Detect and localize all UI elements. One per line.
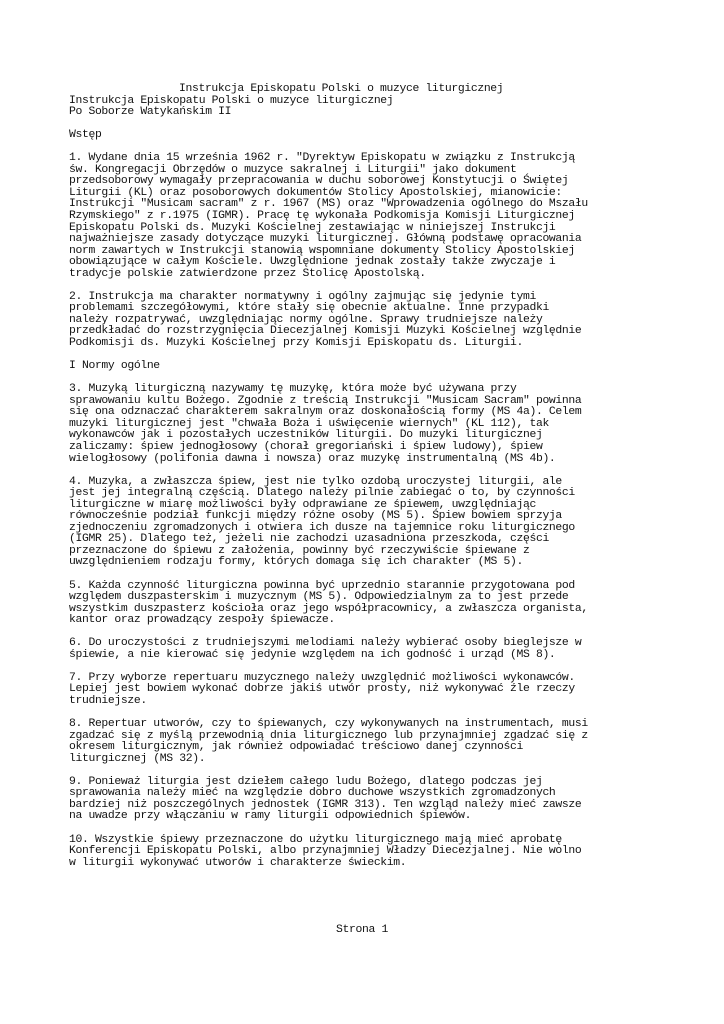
paragraph-line: na uwadze przy włączaniu w ramy liturgii odpowiednich śpiewów. [69, 810, 472, 823]
paragraph-5 [69, 581, 669, 627]
paragraph-line: 5. Każda czynność liturgiczna powinna być uprzednio starannie przygotowana pod [69, 579, 575, 592]
paragraph-line: Konferencji Episkopatu Polski, albo przynajmniej Władzy Diecezjalnej. Nie wolno [69, 845, 582, 858]
paragraph-line: (IGMR 25). Dlatego też, jeżeli nie zachodzi uzasadniona przeszkoda, części [69, 533, 549, 546]
paragraph-line: śpiewie, a nie kierować się jedynie względem na ich godność i urząd (MS 8). [69, 648, 556, 661]
paragraph-line: jest jej integralną częścią. Dlatego należy pilnie zabiegać o to, by czynności [69, 487, 575, 500]
paragraph-line: przedkładać do rozstrzygnięcia Diecezjalnej Komisji Muzyki Kościelnej względnie [69, 325, 582, 338]
paragraph-line: zjednoczeniu zgromadzonych i otwiera ich dusze na tajemnice roku liturgicznego [69, 521, 575, 534]
page-number: Strona 1 [336, 924, 388, 936]
paragraph-8 [69, 719, 669, 765]
paragraph-line: kantor oraz prowadzący zespoły śpiewacze. [69, 614, 335, 627]
paragraph-line: wszystkim duszpasterz kościoła oraz jego współpracownicy, a zwłaszcza organista, [69, 602, 588, 615]
paragraph-line: Episkopatu Polski ds. Muzyki Kościelnej zestawiając w niniejszej Instrukcji [69, 221, 556, 234]
paragraph-7 [69, 673, 669, 708]
paragraph-line: 2. Instrukcja ma charakter normatywny i ogólny zajmując się jedynie tymi [69, 290, 536, 303]
paragraph-line: przeznaczone do śpiewu z założenia, powinny być rzeczywiście śpiewane z [69, 544, 530, 557]
paragraph-line: zgadzać się z myślą przewodnią dnia liturgicznego lub przynajmniej zgadzać się z [69, 729, 588, 742]
paragraph-line: 10. Wszystkie śpiewy przeznaczone do użytku liturgicznego mają mieć aprobatę [69, 833, 562, 846]
paragraph-line: względem duszpasterskim i muzycznym (MS 5). Odpowiedzialnym za to jest przede [69, 591, 569, 604]
paragraph-line: się ona odznaczać charakterem sakralnym oraz doskonałością formy (MS 4a). Celem [69, 406, 582, 419]
paragraph-line: liturgicznej (MS 32). [69, 752, 206, 765]
document-title: Instrukcja Episkopatu Polski o muzyce liturgicznej [69, 94, 394, 107]
paragraph-line: 6. Do uroczystości z trudniejszymi melodiami należy wybierać osoby bieglejsze w [69, 637, 582, 650]
paragraph-line: należy rozpatrywać, uwzględniając normy ogólne. Sprawy trudniejsze należy [69, 313, 543, 326]
paragraph-line: 8. Repertuar utworów, czy to śpiewanych, czy wykonywanych na instrumentach, musi [69, 718, 588, 731]
intro-heading: Wstęp [69, 129, 102, 142]
paragraph-line: równocześnie podział funkcji między różne osoby (MS 5). Śpiew bowiem sprzyja [69, 510, 562, 523]
document-page [69, 84, 669, 869]
paragraph-1 [69, 153, 669, 280]
paragraph-line: problemami szczegółowymi, które stały się obecnie aktualne. Inne przypadki [69, 302, 549, 315]
paragraph-line: 3. Muzyką liturgiczną nazywamy tę muzykę, która może być używana przy [69, 383, 517, 396]
paragraph-line: najważniejsze zasady dotyczące muzyki liturgicznej. Główną podstawę opracowania [69, 233, 582, 246]
paragraph-line: okresem liturgicznym, jak również odpowiadać treściowo danej czynności [69, 741, 523, 754]
section-heading: I Normy ogólne [69, 360, 160, 373]
paragraph-line: św. Kongregacji Obrzędów o muzyce sakralnej i Liturgii" jako dokument [69, 163, 517, 176]
paragraph-line: 4. Muzyka, a zwłaszcza śpiew, jest nie tylko ozdobą uroczystej liturgii, ale [69, 475, 562, 488]
paragraph-line: norm zawartych w Instrukcji stanowią wspomniane dokumenty Stolicy Apostolskiej [69, 244, 575, 257]
paragraph-9 [69, 777, 669, 823]
paragraph-line: sprawowaniu kultu Bożego. Zgodnie z treścią Instrukcji "Musicam Sacram" powinna [69, 394, 582, 407]
paragraph-line: uwzględnieniem rodzaju formy, których domaga się ich charakter (MS 5). [69, 556, 523, 569]
paragraph-line: Instrukcji "Musicam sacram" z r. 1967 (MS) oraz "Wprowadzenia ogólnego do Mszału [69, 198, 588, 211]
paragraph-line: sprawowania należy mieć na względzie dobro duchowe wszystkich zgromadzonych [69, 787, 556, 800]
paragraph-6 [69, 638, 669, 661]
paragraph-line: Liturgii (KL) oraz posoborowych dokumentów Stolicy Apostolskiej, mianowicie: [69, 186, 562, 199]
paragraph-line: 9. Ponieważ liturgia jest dziełem całego ludu Bożego, dlatego podczas jej [69, 775, 543, 788]
paragraph-line: bardziej niż poszczególnych jednostek (IGMR 313). Ten wzgląd należy mieć zawsze [69, 798, 582, 811]
paragraph-line: 7. Przy wyborze repertuaru muzycznego należy uwzględnić możliwości wykonawców. [69, 671, 575, 684]
paragraph-line: Podkomisji ds. Muzyki Kościelnej przy Komisji Episkopatu ds. Liturgii. [69, 337, 523, 350]
document-subtitle: Po Soborze Watykańskim II [69, 106, 232, 119]
paragraph-line: liturgiczne w miarę możliwości były odprawiane ze śpiewem, uwzględniając [69, 498, 536, 511]
paragraph-2 [69, 292, 669, 350]
paragraph-line: obowiązujące w całym Kościele. Uwzględnione jednak zostały także zwyczaje i [69, 256, 556, 269]
paragraph-3 [69, 384, 669, 465]
paragraph-line: muzyki liturgicznej jest "chwała Boża i uświęcenie wiernych" (KL 112), tak [69, 417, 549, 430]
paragraph-line: zaliczamy: śpiew jednogłosowy (chorał gregoriański i śpiew ludowy), śpiew [69, 440, 543, 453]
running-header: Instrukcja Episkopatu Polski o muzyce liturgicznej [179, 83, 504, 95]
paragraph-line: Lepiej jest bowiem wykonać dobrze jakiś utwór prosty, niż wykonywać źle rzeczy [69, 683, 575, 696]
paragraph-10 [69, 835, 669, 870]
paragraph-line: tradycje polskie zatwierdzone przez Stolicę Apostolską. [69, 267, 426, 280]
paragraph-line: wykonawców jak i pozostałych uczestników liturgii. Do muzyki liturgicznej [69, 429, 543, 442]
paragraph-line: wielogłosowy (polifonia dawna i nowsza) oraz muzykę instrumentalną (MS 4b). [69, 452, 556, 465]
paragraph-4 [69, 477, 669, 569]
paragraph-line: przedsoborowy wymagały przepracowania w duchu soborowej Konstytucji o Świętej [69, 175, 569, 188]
paragraph-line: w liturgii wykonywać utworów i charakterze świeckim. [69, 856, 407, 869]
paragraph-line: 1. Wydane dnia 15 września 1962 r. "Dyrektyw Episkopatu w związku z Instrukcją [69, 152, 575, 165]
paragraph-line: Rzymskiego" z r.1975 (IGMR). Pracę tę wykonała Podkomisja Komisji Liturgicznej [69, 210, 575, 223]
paragraph-line: trudniejsze. [69, 694, 147, 707]
